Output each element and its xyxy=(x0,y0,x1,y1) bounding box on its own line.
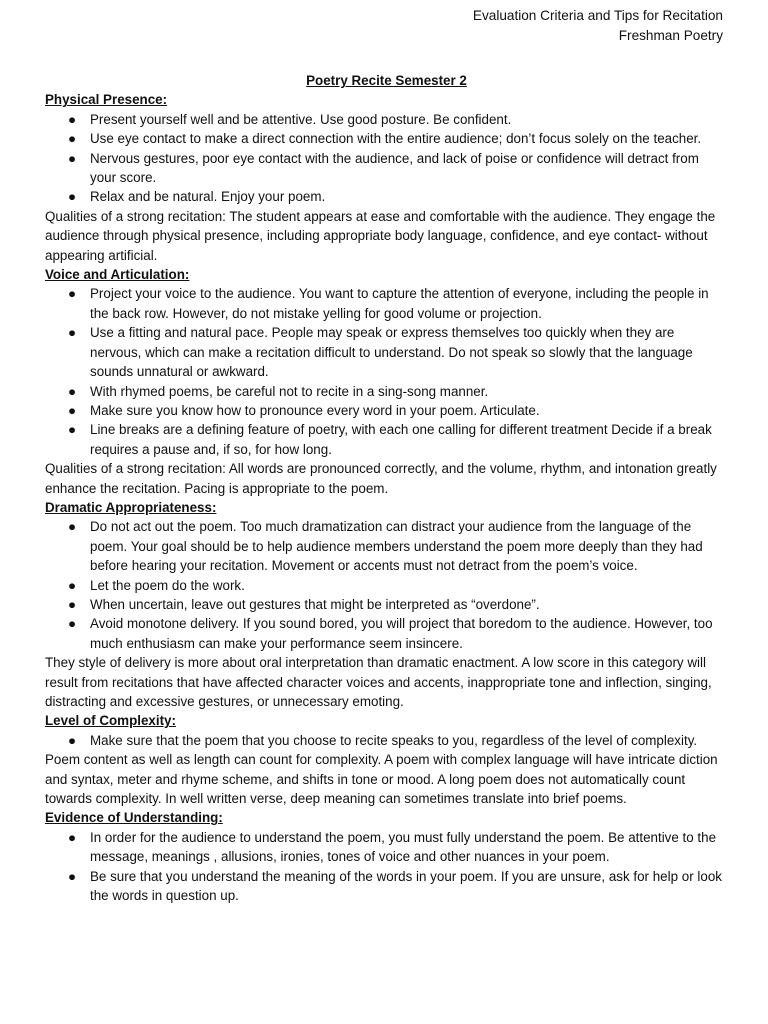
bullet-icon: ● xyxy=(68,189,77,205)
list-item-text: When uncertain, leave out gestures that might be interpreted as “overdone”. xyxy=(90,596,540,612)
header-line-class-name: Freshman Poetry xyxy=(618,28,723,43)
bullet-icon: ● xyxy=(68,286,77,302)
list-item-text: Present yourself well and be attentive. Use good posture. Be confident. xyxy=(90,111,512,127)
document-title: Poetry Recite Semester 2 xyxy=(306,73,467,88)
section-heading: Physical Presence: xyxy=(45,92,168,108)
list-item xyxy=(45,129,728,148)
list-item xyxy=(45,382,728,401)
section-paragraph: They style of delivery is more about oral interpretation than dramatic enactment. A low score in this category will result from recitations that have affected character voices and accents, inappropriate tone and inflection, singing, distracting and excessive gestures, or unnecessary emoting. xyxy=(45,655,712,709)
bullet-list xyxy=(45,284,728,459)
list-item xyxy=(45,867,728,906)
bullet-icon: ● xyxy=(68,131,77,147)
list-item-text: Nervous gestures, poor eye contact with the audience, and lack of poise or confidence will detract from your score. xyxy=(90,150,699,186)
list-item xyxy=(45,828,728,867)
list-item xyxy=(45,149,728,188)
list-item-text: With rhymed poems, be careful not to recite in a sing-song manner. xyxy=(90,383,489,399)
bullet-icon: ● xyxy=(68,325,77,341)
bullet-list xyxy=(45,110,728,207)
bullet-icon: ● xyxy=(68,616,77,632)
list-item xyxy=(45,420,728,459)
section-heading: Evidence of Understanding: xyxy=(45,810,223,826)
section-heading: Dramatic Appropriateness: xyxy=(45,499,217,515)
list-item-text: Project your voice to the audience. You want to capture the attention of everyone, including the people in the back row. However, do not mistake yelling for good volume or projection. xyxy=(90,286,709,321)
list-item xyxy=(45,323,728,381)
list-item-text: Relax and be natural. Enjoy your poem. xyxy=(90,189,326,205)
bullet-icon: ● xyxy=(68,596,77,612)
list-item-text: In order for the audience to understand the poem, you must fully understand the poem. Be attentive to the message, meanings , allusions, ironies, tones of voice and other nuances in your poem. xyxy=(90,829,717,865)
section-evidence-of-understanding xyxy=(45,808,728,905)
bullet-icon: ● xyxy=(68,732,77,748)
document-body xyxy=(45,71,728,905)
section-level-of-complexity xyxy=(45,711,728,808)
section-paragraph: Qualities of a strong recitation: The student appears at ease and comfortable with the audience. They engage the audience through physical presence, including appropriate body language, confidence, and eye contact- without appearing artificial. xyxy=(45,208,716,263)
list-item-text: Line breaks are a defining feature of poetry, with each one calling for different treatment Decide if a break requires a pause and, if so, for how long. xyxy=(90,422,712,457)
bullet-list xyxy=(45,517,728,653)
section-heading: Voice and Articulation: xyxy=(45,267,190,283)
bullet-list xyxy=(45,828,728,906)
section-heading: Level of Complexity: xyxy=(45,713,176,729)
list-item-text: Let the poem do the work. xyxy=(90,577,245,593)
header-line-course-title: Evaluation Criteria and Tips for Recitation xyxy=(472,8,723,23)
bullet-icon: ● xyxy=(68,422,77,438)
list-item xyxy=(45,401,728,420)
list-item-text: Make sure that the poem that you choose to recite speaks to you, regardless of the level of complexity. xyxy=(90,732,698,748)
section-dramatic-appropriateness xyxy=(45,498,728,711)
list-item xyxy=(45,187,728,206)
list-item-text: Do not act out the poem. Too much dramatization can distract your audience from the language of the poem. Your goal should be to help audience members understand the poem more deeply than they had before hearing your recitation. Movement or accents must not detract from the poem’s voice. xyxy=(90,519,703,574)
bullet-icon: ● xyxy=(68,402,77,418)
list-item xyxy=(45,517,728,575)
section-physical-presence xyxy=(45,90,728,265)
bullet-icon: ● xyxy=(68,111,77,127)
bullet-icon: ● xyxy=(68,383,77,399)
section-voice-and-articulation xyxy=(45,265,728,498)
section-paragraph: Poem content as well as length can count for complexity. A poem with complex language will have intricate diction and syntax, meter and rhyme scheme, and shifts in tone or mood. A long poem does not automatically count towards complexity. In well written verse, deep meaning can sometimes translate into brief poems. xyxy=(45,752,718,807)
section-paragraph: Qualities of a strong recitation: All words are pronounced correctly, and the volume, rhythm, and intonation greatly enhance the recitation. Pacing is appropriate to the poem. xyxy=(45,461,717,496)
bullet-icon: ● xyxy=(68,868,77,884)
list-item xyxy=(45,110,728,129)
list-item xyxy=(45,595,728,614)
list-item-text: Use eye contact to make a direct connection with the entire audience; don’t focus solely on the teacher. xyxy=(90,131,702,147)
list-item-text: Avoid monotone delivery. If you sound bored, you will project that boredom to the audience. However, too much enthusiasm can make your performance seem insincere. xyxy=(90,616,713,651)
document-header xyxy=(473,6,723,46)
list-item-text: Make sure you know how to pronounce every word in your poem. Articulate. xyxy=(90,402,540,418)
list-item xyxy=(45,731,728,750)
bullet-list xyxy=(45,731,728,750)
bullet-icon: ● xyxy=(68,829,77,845)
list-item xyxy=(45,576,728,595)
list-item-text: Be sure that you understand the meaning of the words in your poem. If you are unsure, ask for help or look the words in question up. xyxy=(90,868,722,904)
list-item xyxy=(45,614,728,653)
list-item xyxy=(45,284,728,323)
list-item-text: Use a fitting and natural pace. People may speak or express themselves too quickly when they are nervous, which can make a recitation difficult to understand. Do not speak so slowly that the language sounds unnatural or awkward. xyxy=(90,325,693,380)
bullet-icon: ● xyxy=(68,577,77,593)
bullet-icon: ● xyxy=(68,150,77,166)
bullet-icon: ● xyxy=(68,519,77,535)
